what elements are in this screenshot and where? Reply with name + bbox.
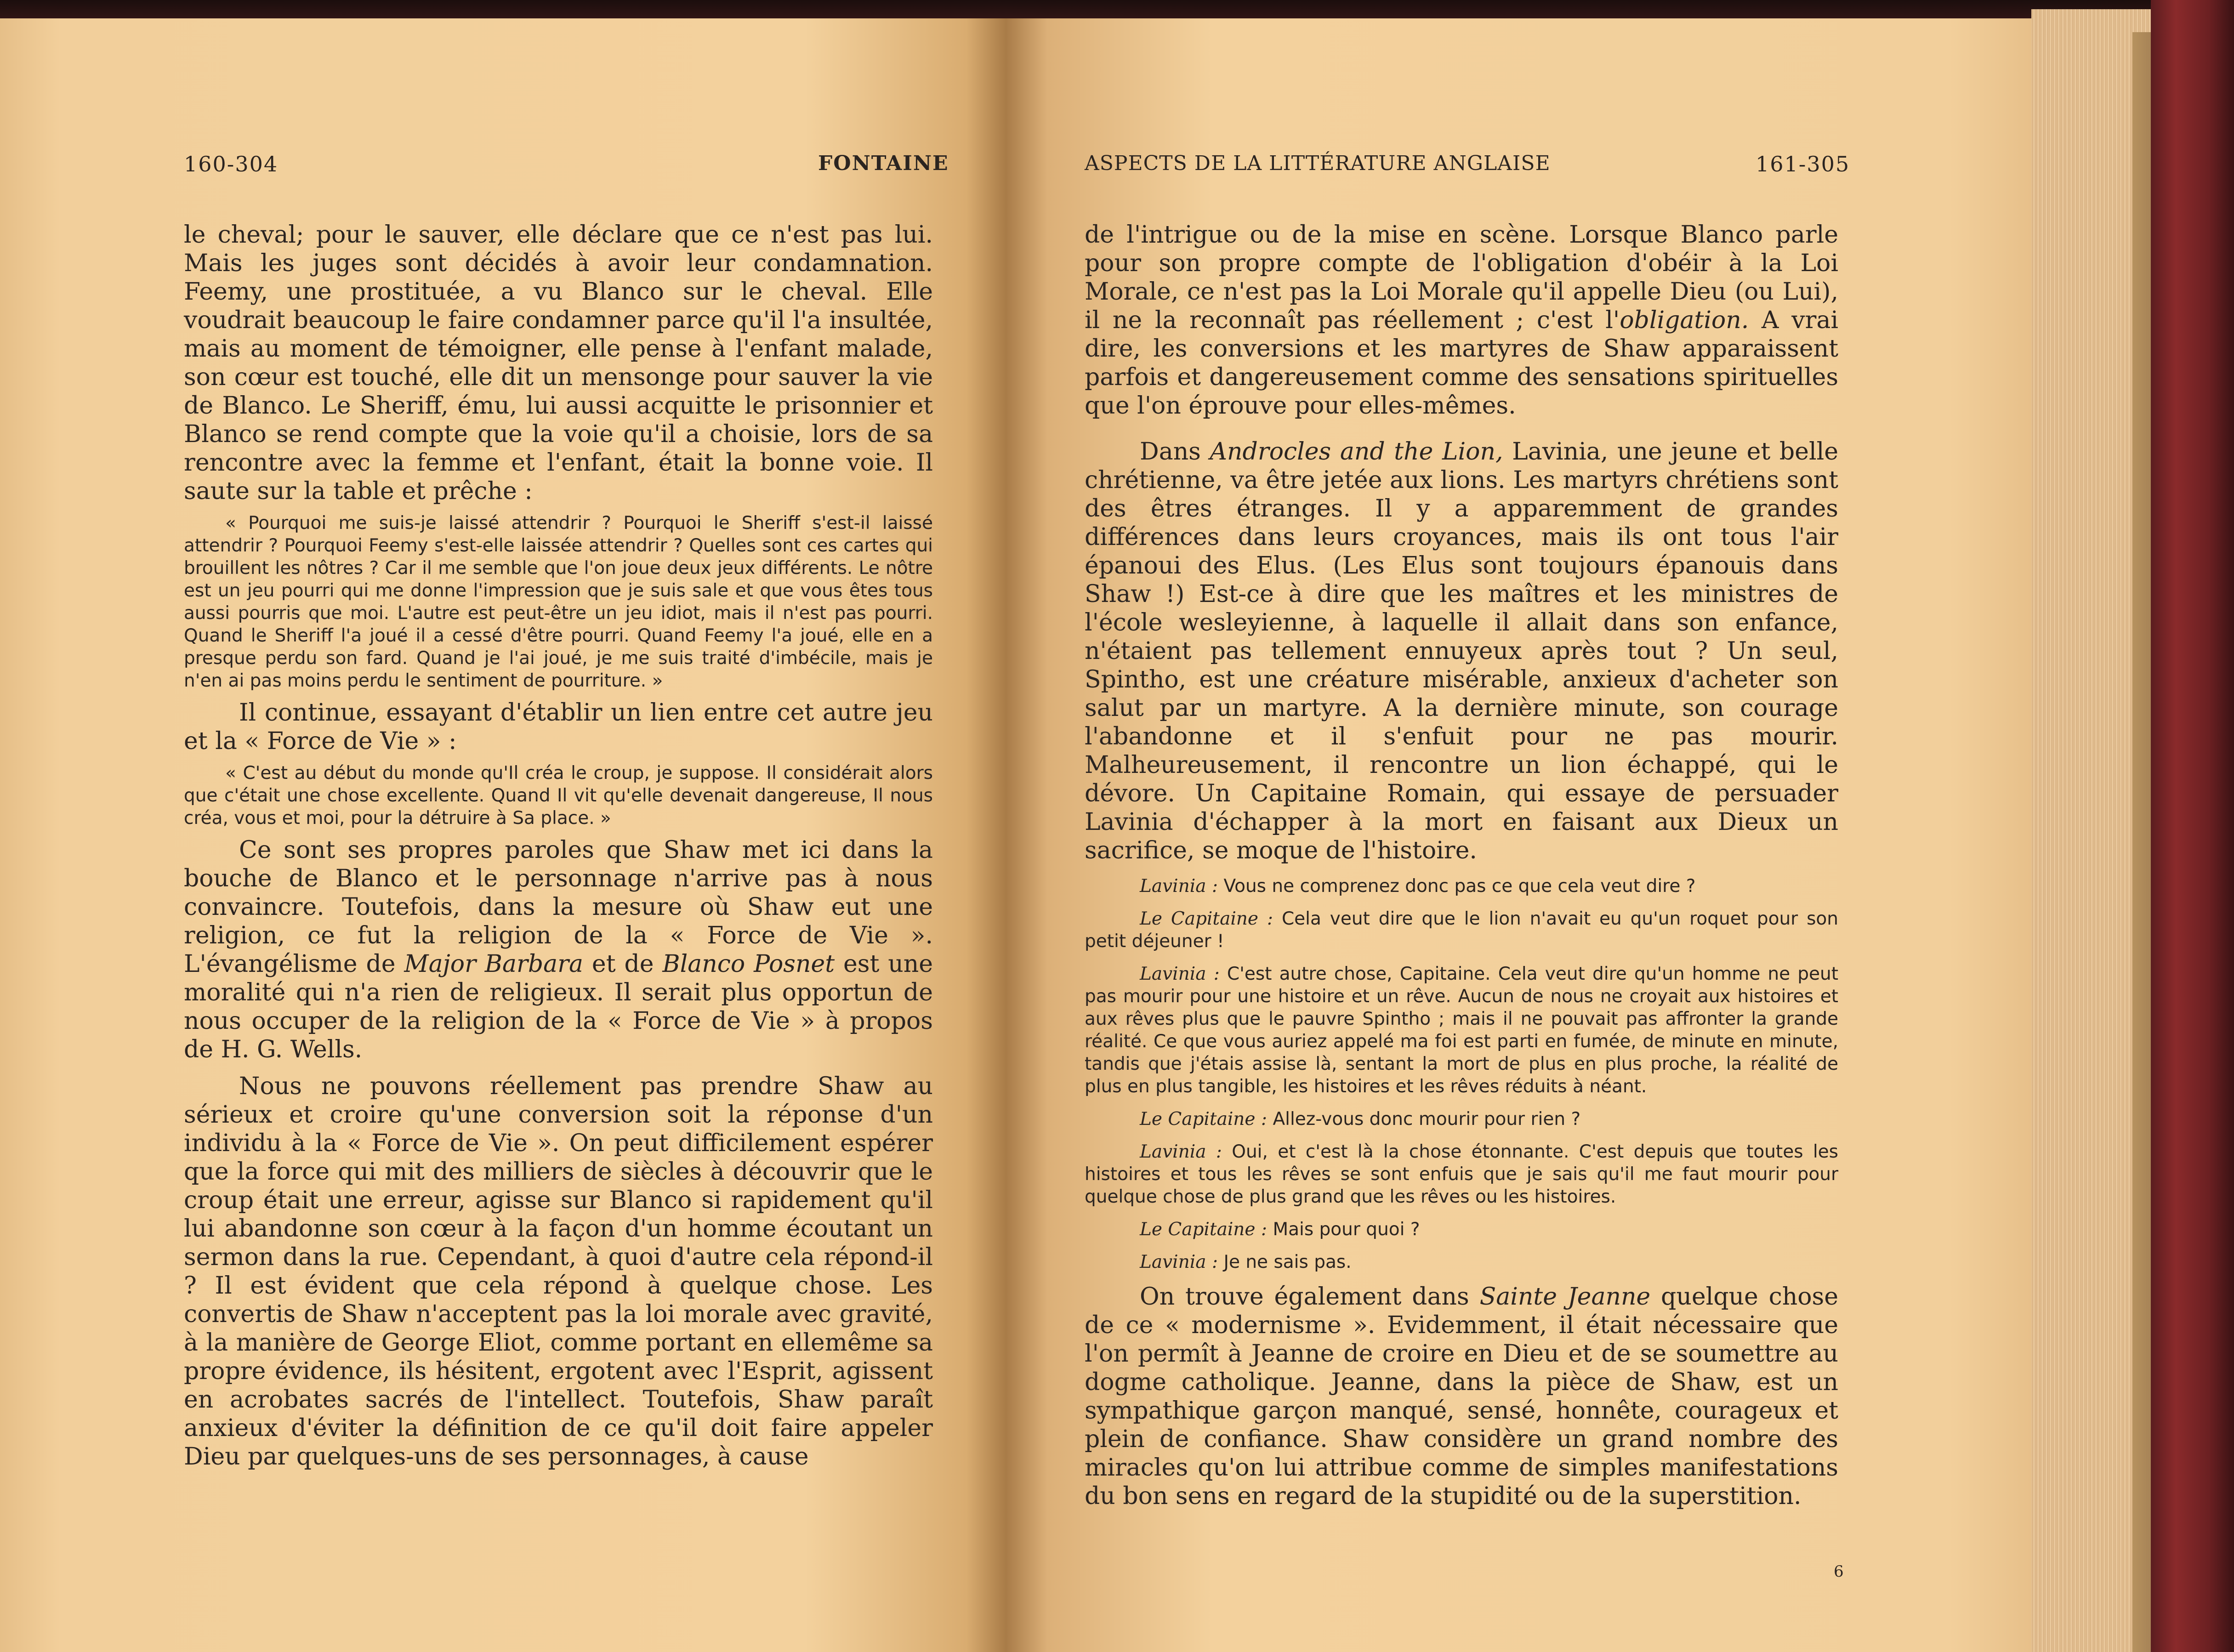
right-text-column: [1085, 221, 1838, 1510]
right-page: [1006, 18, 2031, 1652]
paragraph: Il continue, essayant d'établir un lien entre cet autre jeu et la « Force de Vie » :: [184, 699, 933, 755]
dialogue-line: Lavinia : Vous ne comprenez donc pas ce que cela veut dire ?: [1140, 876, 1696, 897]
right-running-head: ASPECTS DE LA LITTÉRATURE ANGLAISE: [1085, 152, 1551, 175]
title-androcles: Androcles and the Lion,: [1210, 438, 1503, 466]
left-running-head: FONTAINE: [818, 152, 949, 175]
title-major-barbara: Major Barbara: [404, 950, 584, 978]
paragraph: On trouve également dans Sainte Jeanne quelque chose de ce « modernisme ». Evidemment, il était nécessaire que l'on permît à Jeanne de croire en Dieu et de se soumettre au dogme catholique. Jeanne, dans la pièce de Shaw, est un sympathique garçon manqué, sensé, honnête, courageux et plein de confiance. Shaw considère un grand nombre des miracles qu'on lui attribue comme de simples manifestations du bon sens en regard de la stupidité ou de la superstition.: [1085, 1283, 1839, 1510]
dialogue-line: Lavinia : Oui, et c'est là la chose étonnante. C'est depuis que toutes les histoires et tous les rêves se sont enfuis que je sais qu'il me faut mourir pour quelque chose de plus grand que les rêves ou les histoires.: [1085, 1141, 1838, 1207]
paragraph: Dans Androcles and the Lion, Lavinia, une jeune et belle chrétienne, va être jetée aux lions. Les martyrs chrétiens sont des êtres étranges. Il y a apparemment de grandes différences dans leurs croyances, mais ils ont tous l'air épanoui des Elus. (Les Elus sont toujours épanouis dans Shaw !) Est-ce à dire que les maîtres et les ministres de l'école wesleyienne, à laquelle il allait dans son enfance, n'étaient pas tellement ennuyeux après tout ? Un seul, Spintho, est une créature misérable, anxieux d'acheter son salut par un martyre. A la dernière minute, son courage l'abandonne et il s'enfuit pour ne pas mourir. Malheureusement, il rencontre un lion échappé, qui le dévore. Un Capitaine Romain, qui essaye de persuader Lavinia d'échapper à la mort en faisant aux Dieux un sacrifice, se moque de l'histoire.: [1085, 438, 1838, 864]
dialogue-line: Le Capitaine : Cela veut dire que le lion n'avait eu qu'un roquet pour son petit déjeuner !: [1085, 908, 1838, 952]
title-sainte-jeanne: Sainte Jeanne: [1479, 1283, 1651, 1311]
dialogue-line: Lavinia : Je ne sais pas.: [1140, 1252, 1352, 1272]
paragraph: Nous ne pouvons réellement pas prendre Shaw au sérieux et croire qu'une conversion soit la réponse d'un individu à la « Force de Vie ». On peut difficilement espérer que la force qui mit des milliers de siècles à découvrir que le croup était une erreur, agisse sur Blanco si rapidement qu'il lui abandonne son cœur à la façon d'un homme écoutant un sermon dans la rue. Cependant, à quoi d'autre cela répond-il ? Il est évident que cela répond à quelque chose. Les convertis de Shaw n'acceptent pas la loi morale avec gravité, à la manière de George Eliot, comme portant en ellemême sa propre évidence, ils hésitent, ergotent avec l'Esprit, agissent en acrobates sacrés de l'intellect. Toutefois, Shaw paraît anxieux d'éviter la définition de ce qu'il doit faire appeler Dieu par quelques-uns de ses personnages, à cause: [184, 1073, 933, 1470]
emphasis-obligation: obligation.: [1620, 307, 1749, 334]
dialogue-line: Lavinia : C'est autre chose, Capitaine. Cela veut dire qu'un homme ne peut pas mourir pour une histoire et un rêve. Aucun de nous ne croyait aux histoires et aux rêves plus que le pauvre Spintho ; mais il ne pouvait pas affronter la grande réalité. Ce que vous auriez appelé ma foi est parti en fumée, de minute en minute, tandis que j'étais assise là, sentant la mort de plus en plus proche, la réalité de plus en plus tangible, les histoires et les rêves réduits à néant.: [1085, 964, 1838, 1097]
book-cover-right: [2151, 0, 2234, 1652]
left-text-column: [184, 221, 933, 1471]
title-blanco-posnet: Blanco Posnet: [662, 950, 835, 978]
paragraph: Ce sont ses propres paroles que Shaw met ici dans la bouche de Blanco et le personnage n'arrive pas à nous convaincre. Toutefois, dans la mesure où Shaw eut une religion, ce fut la religion de la « Force de Vie ». L'évangélisme de Major Barbara et de Blanco Posnet est une moralité qui n'a rien de religieux. Il serait plus opportun de nous occuper de la religion de la « Force de Vie » à propos de H. G. Wells.: [184, 836, 933, 1063]
paragraph: le cheval; pour le sauver, elle déclare que ce n'est pas lui. Mais les juges sont décidés à avoir leur condamnation. Feemy, une prostituée, a vu Blanco sur le cheval. Elle voudrait beaucoup le faire condamner parce qu'il l'a insultée, mais au moment de témoigner, elle pense à l'enfant malade, son cœur est touché, elle dit un mensonge pour sauver la vie de Blanco. Le Sheriff, ému, lui aussi acquitte le prisonnier et Blanco se rend compte que la voie qu'il a choisie, lors de sa rencontre avec la femme et l'enfant, était la bonne voie. Il saute sur la table et prêche :: [184, 221, 933, 505]
block-quote: « C'est au début du monde qu'Il créa le croup, je suppose. Il considérait alors que c'était une chose excellente. Quand Il vit qu'elle devenait dangereuse, Il nous créa, vous et moi, pour la détruire à Sa place. »: [184, 763, 933, 829]
left-page: [0, 18, 1006, 1652]
paragraph: de l'intrigue ou de la mise en scène. Lorsque Blanco parle pour son propre compte de l'obligation d'obéir à la Loi Morale, ce n'est pas la Loi Morale qu'il appelle Dieu (ou Lui), il ne la reconnaît pas réellement ; c'est l'obligation. A vrai dire, les conversions et les martyres de Shaw apparaissent parfois et dangereusement comme des sensations spirituelles que l'on éprouve pour elles-mêmes.: [1085, 221, 1838, 420]
dialogue-line: Le Capitaine : Allez-vous donc mourir pour rien ?: [1140, 1109, 1581, 1130]
left-folio: 160-304: [184, 152, 279, 176]
dialogue-line: Le Capitaine : Mais pour quoi ?: [1140, 1219, 1420, 1240]
dialogue-block: [1085, 875, 1838, 1273]
signature-mark: 6: [1834, 1562, 1844, 1581]
right-folio: 161-305: [1756, 152, 1850, 176]
block-quote: « Pourquoi me suis-je laissé attendrir ? Pourquoi le Sheriff s'est-il laissé attendrir ? Pourquoi Feemy s'est-elle laissée attendrir ? Quelles sont ces cartes qui brouillent les nôtres ? Car il me semble que l'on joue deux jeux différents. Le nôtre est un jeu pourri qui me donne l'impression que je suis sale et que vous êtes tous aussi pourris que moi. L'autre est peut-être un jeu idiot, mais il n'est pas pourri. Quand le Sheriff l'a joué il a cessé d'être pourri. Quand Feemy l'a joué, elle en a presque perdu son fard. Quand je l'ai joué, je me suis traité d'imbécile, mais je n'en ai pas moins perdu le sentiment de pourriture. »: [184, 513, 933, 691]
